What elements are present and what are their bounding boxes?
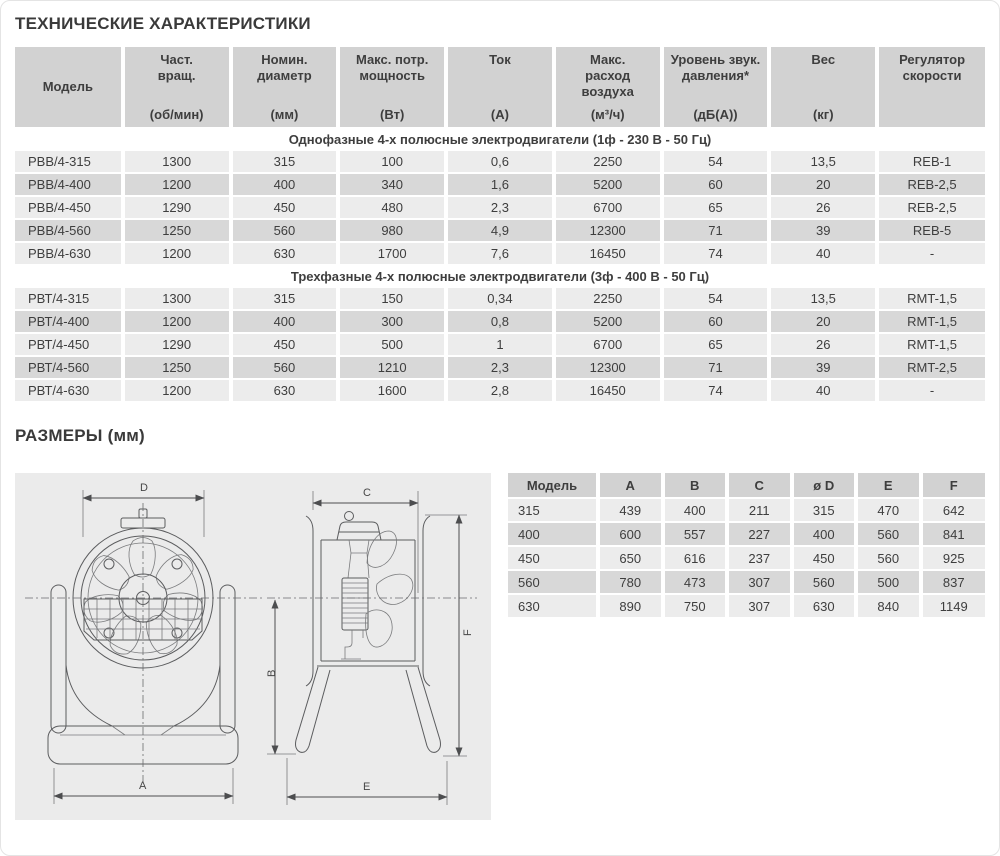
value-cell: 837 (921, 570, 986, 594)
dimension-B (266, 600, 296, 754)
terminal-box-side (337, 512, 381, 541)
value-cell: 1210 (338, 356, 446, 379)
content (1, 1, 999, 820)
value-cell: 237 (727, 546, 792, 570)
model-cell: РВТ/4-315 (15, 287, 123, 310)
dimensions-table (508, 473, 985, 619)
model-cell: РВВ/4-450 (15, 196, 123, 219)
value-cell: 560 (231, 219, 339, 242)
value-cell: 650 (598, 546, 663, 570)
value-cell: 890 (598, 594, 663, 618)
dimensions-table-wrap (508, 473, 985, 619)
header-name (558, 52, 658, 100)
value-cell: 630 (231, 242, 339, 265)
header-name-line: Модель (42, 79, 94, 94)
value-cell: 39 (769, 356, 877, 379)
model-cell: РВТ/4-630 (15, 379, 123, 402)
dims-column-header: C (727, 473, 792, 498)
spec-row (15, 310, 985, 333)
fan-front-view (25, 482, 265, 804)
spec-row (15, 356, 985, 379)
header-name-line: давления* (681, 68, 750, 83)
spec-table (15, 47, 985, 403)
value-cell: 1600 (338, 379, 446, 402)
value-cell: 560 (856, 546, 921, 570)
header-cell-wrap (15, 47, 121, 127)
value-cell: 616 (663, 546, 728, 570)
header-name (235, 52, 335, 84)
model-cell: РВТ/4-400 (15, 310, 123, 333)
value-cell: 2250 (554, 287, 662, 310)
value-cell: 1200 (123, 173, 231, 196)
value-cell: REB-2,5 (877, 173, 985, 196)
spec-column-header (338, 47, 446, 128)
value-cell: 1250 (123, 356, 231, 379)
header-name (773, 52, 873, 68)
value-cell: 65 (662, 196, 770, 219)
value-cell: 400 (792, 522, 857, 546)
left-wall-outer (306, 516, 313, 686)
value-cell: 71 (662, 219, 770, 242)
dim-label-C: C (363, 487, 371, 499)
value-cell: 1300 (123, 150, 231, 173)
spec-column-header (446, 47, 554, 128)
header-name-line: Регулятор (899, 52, 966, 67)
header-unit: (м³/ч) (590, 107, 625, 122)
value-cell: 841 (921, 522, 986, 546)
spec-column-header (662, 47, 770, 128)
dimension-E (287, 758, 447, 805)
value-cell: 1 (446, 333, 554, 356)
dim-label-D: D (140, 482, 148, 494)
value-cell: 16450 (554, 379, 662, 402)
header-unit: (об/мин) (149, 107, 204, 122)
value-cell: 439 (598, 498, 663, 522)
value-cell: REB-5 (877, 219, 985, 242)
value-cell: 307 (727, 594, 792, 618)
header-cell-wrap (233, 47, 337, 127)
value-cell: 100 (338, 150, 446, 173)
value-cell: 13,5 (769, 150, 877, 173)
spec-header-row (15, 47, 985, 128)
header-unit: (Вт) (380, 107, 405, 122)
value-cell: - (877, 379, 985, 402)
dims-column-header: A (598, 473, 663, 498)
dims-head (508, 473, 985, 498)
header-cell-wrap (448, 47, 552, 127)
section-header-cell: Однофазные 4-х полюсные электродвигатели (1ф - 230 В - 50 Гц) (15, 128, 985, 150)
value-cell: 450 (792, 546, 857, 570)
dim-label-E: E (363, 781, 371, 793)
value-cell: 26 (769, 196, 877, 219)
header-name-line: Ток (489, 52, 511, 67)
fan-side-view (266, 487, 477, 805)
dims-body (508, 498, 985, 618)
motor (341, 540, 369, 659)
value-cell: 1200 (123, 310, 231, 333)
value-cell: 400 (231, 310, 339, 333)
model-cell: 400 (508, 522, 598, 546)
value-cell: 315 (231, 150, 339, 173)
dimension-A (54, 768, 233, 804)
header-name-line: Вес (811, 52, 836, 67)
value-cell: 74 (662, 242, 770, 265)
spec-row (15, 196, 985, 219)
header-name-line: Макс. потр. (355, 52, 429, 67)
model-cell: 315 (508, 498, 598, 522)
spec-row (15, 242, 985, 265)
value-cell: 840 (856, 594, 921, 618)
value-cell: 16450 (554, 242, 662, 265)
spec-row (15, 150, 985, 173)
value-cell: 2,3 (446, 196, 554, 219)
value-cell: 26 (769, 333, 877, 356)
value-cell: 750 (663, 594, 728, 618)
value-cell: 500 (856, 570, 921, 594)
dims-header-row (508, 473, 985, 498)
value-cell: 630 (231, 379, 339, 402)
header-name (17, 79, 119, 95)
spec-column-header (769, 47, 877, 128)
header-name-line: Макс. (590, 52, 626, 67)
header-name-line: диаметр (257, 68, 312, 83)
value-cell: 13,5 (769, 287, 877, 310)
spec-column-header (554, 47, 662, 128)
value-cell: 500 (338, 333, 446, 356)
value-cell: 980 (338, 219, 446, 242)
dimensions-title: РАЗМЕРЫ (мм) (15, 426, 145, 445)
model-cell: 560 (508, 570, 598, 594)
dims-row (508, 498, 985, 522)
value-cell: 1300 (123, 287, 231, 310)
value-cell: 560 (856, 522, 921, 546)
model-cell: РВВ/4-315 (15, 150, 123, 173)
value-cell: 560 (231, 356, 339, 379)
header-cell-wrap (664, 47, 768, 127)
spec-row (15, 173, 985, 196)
spec-table-head (15, 47, 985, 128)
value-cell: 557 (663, 522, 728, 546)
dims-column-header: E (856, 473, 921, 498)
value-cell: RMT-2,5 (877, 356, 985, 379)
dims-column-header: Модель (508, 473, 598, 498)
value-cell: 307 (727, 570, 792, 594)
bolt-hole (172, 559, 182, 569)
bottom-section (15, 473, 985, 820)
value-cell: 470 (856, 498, 921, 522)
value-cell: 1149 (921, 594, 986, 618)
model-cell: РВВ/4-560 (15, 219, 123, 242)
value-cell: 315 (231, 287, 339, 310)
value-cell: 20 (769, 310, 877, 333)
value-cell: 5200 (554, 173, 662, 196)
stand-right-bar (220, 585, 235, 733)
right-wall-outer (423, 516, 430, 686)
value-cell: 12300 (554, 219, 662, 242)
value-cell: 54 (662, 287, 770, 310)
value-cell: 65 (662, 333, 770, 356)
dims-row (508, 570, 985, 594)
section-header-row (15, 265, 985, 287)
value-cell: 0,34 (446, 287, 554, 310)
header-unit: (мм) (270, 107, 299, 122)
stand-left-bar (51, 585, 66, 733)
header-name-line: мощность (359, 68, 425, 83)
value-cell: 1200 (123, 242, 231, 265)
value-cell: 473 (663, 570, 728, 594)
header-unit: (А) (490, 107, 509, 122)
header-name (881, 52, 983, 84)
side-left-leg (296, 667, 331, 752)
header-name-line: расход (585, 68, 631, 83)
value-cell: 1200 (123, 379, 231, 402)
value-cell: 450 (231, 196, 339, 219)
side-right-leg (406, 667, 441, 752)
value-cell: 1250 (123, 219, 231, 242)
value-cell: 12300 (554, 356, 662, 379)
spec-row (15, 379, 985, 402)
value-cell: 211 (727, 498, 792, 522)
model-cell: РВВ/4-400 (15, 173, 123, 196)
header-name-line: Уровень звук. (670, 52, 761, 67)
dims-column-header: F (921, 473, 986, 498)
value-cell: 60 (662, 310, 770, 333)
value-cell: 227 (727, 522, 792, 546)
header-cell-wrap (340, 47, 444, 127)
value-cell: 150 (338, 287, 446, 310)
value-cell: 1290 (123, 333, 231, 356)
value-cell: 630 (792, 594, 857, 618)
dim-label-B: B (266, 669, 278, 677)
value-cell: 6700 (554, 333, 662, 356)
value-cell: RMT-1,5 (877, 333, 985, 356)
dim-label-F: F (462, 629, 474, 636)
value-cell: 1,6 (446, 173, 554, 196)
model-cell: РВТ/4-560 (15, 356, 123, 379)
value-cell: 40 (769, 379, 877, 402)
value-cell: 600 (598, 522, 663, 546)
header-name-line: скорости (902, 68, 962, 83)
header-cell-wrap (125, 47, 229, 127)
model-cell: 630 (508, 594, 598, 618)
header-name-line: Част. (160, 52, 193, 67)
header-name (127, 52, 227, 84)
dimension-F (425, 515, 474, 756)
value-cell: 560 (792, 570, 857, 594)
dims-row (508, 594, 985, 618)
value-cell: 71 (662, 356, 770, 379)
value-cell: 5200 (554, 310, 662, 333)
header-name-line: вращ. (157, 68, 196, 83)
section-header-cell: Трехфазные 4-х полюсные электродвигатели (3ф - 400 В - 50 Гц) (15, 265, 985, 287)
model-cell: РВТ/4-450 (15, 333, 123, 356)
fan-drawing (15, 473, 491, 820)
side-blades (366, 531, 413, 647)
header-unit: (дБ(А)) (693, 107, 738, 122)
value-cell: 340 (338, 173, 446, 196)
dims-row (508, 522, 985, 546)
value-cell: 60 (662, 173, 770, 196)
value-cell: 0,6 (446, 150, 554, 173)
value-cell: 400 (663, 498, 728, 522)
value-cell: REB-2,5 (877, 196, 985, 219)
spec-column-header (877, 47, 985, 128)
value-cell: 54 (662, 150, 770, 173)
value-cell: 1290 (123, 196, 231, 219)
spec-column-header (15, 47, 123, 128)
value-cell: 39 (769, 219, 877, 242)
value-cell: 40 (769, 242, 877, 265)
header-name (666, 52, 766, 84)
value-cell: 480 (338, 196, 446, 219)
value-cell: - (877, 242, 985, 265)
value-cell: 450 (231, 333, 339, 356)
header-unit: (кг) (812, 107, 834, 122)
header-cell-wrap (771, 47, 875, 127)
model-cell: РВВ/4-630 (15, 242, 123, 265)
value-cell: 2250 (554, 150, 662, 173)
header-cell-wrap (879, 47, 985, 127)
dims-row (508, 546, 985, 570)
header-name (450, 52, 550, 68)
value-cell: 300 (338, 310, 446, 333)
model-cell: 450 (508, 546, 598, 570)
value-cell: RMT-1,5 (877, 310, 985, 333)
value-cell: 0,8 (446, 310, 554, 333)
bolt-hole (104, 559, 114, 569)
value-cell: RMT-1,5 (877, 287, 985, 310)
spec-column-header (231, 47, 339, 128)
header-name-line: Номин. (261, 52, 308, 67)
spec-row (15, 333, 985, 356)
dims-column-header: B (663, 473, 728, 498)
spec-row (15, 287, 985, 310)
value-cell: 2,3 (446, 356, 554, 379)
value-cell: 1700 (338, 242, 446, 265)
spec-table-body (15, 128, 985, 402)
page-title: ТЕХНИЧЕСКИЕ ХАРАКТЕРИСТИКИ (15, 14, 311, 33)
value-cell: REB-1 (877, 150, 985, 173)
header-cell-wrap (556, 47, 660, 127)
value-cell: 6700 (554, 196, 662, 219)
value-cell: 315 (792, 498, 857, 522)
value-cell: 74 (662, 379, 770, 402)
value-cell: 2,8 (446, 379, 554, 402)
value-cell: 4,9 (446, 219, 554, 242)
spec-row (15, 219, 985, 242)
section-header-row (15, 128, 985, 150)
technical-drawing-panel (15, 473, 491, 820)
dims-column-header: ø D (792, 473, 857, 498)
dim-label-A: A (139, 780, 147, 792)
header-name-line: воздуха (581, 84, 634, 99)
value-cell: 7,6 (446, 242, 554, 265)
header-name (342, 52, 442, 84)
value-cell: 400 (231, 173, 339, 196)
spec-column-header (123, 47, 231, 128)
value-cell: 780 (598, 570, 663, 594)
value-cell: 642 (921, 498, 986, 522)
value-cell: 925 (921, 546, 986, 570)
value-cell: 20 (769, 173, 877, 196)
